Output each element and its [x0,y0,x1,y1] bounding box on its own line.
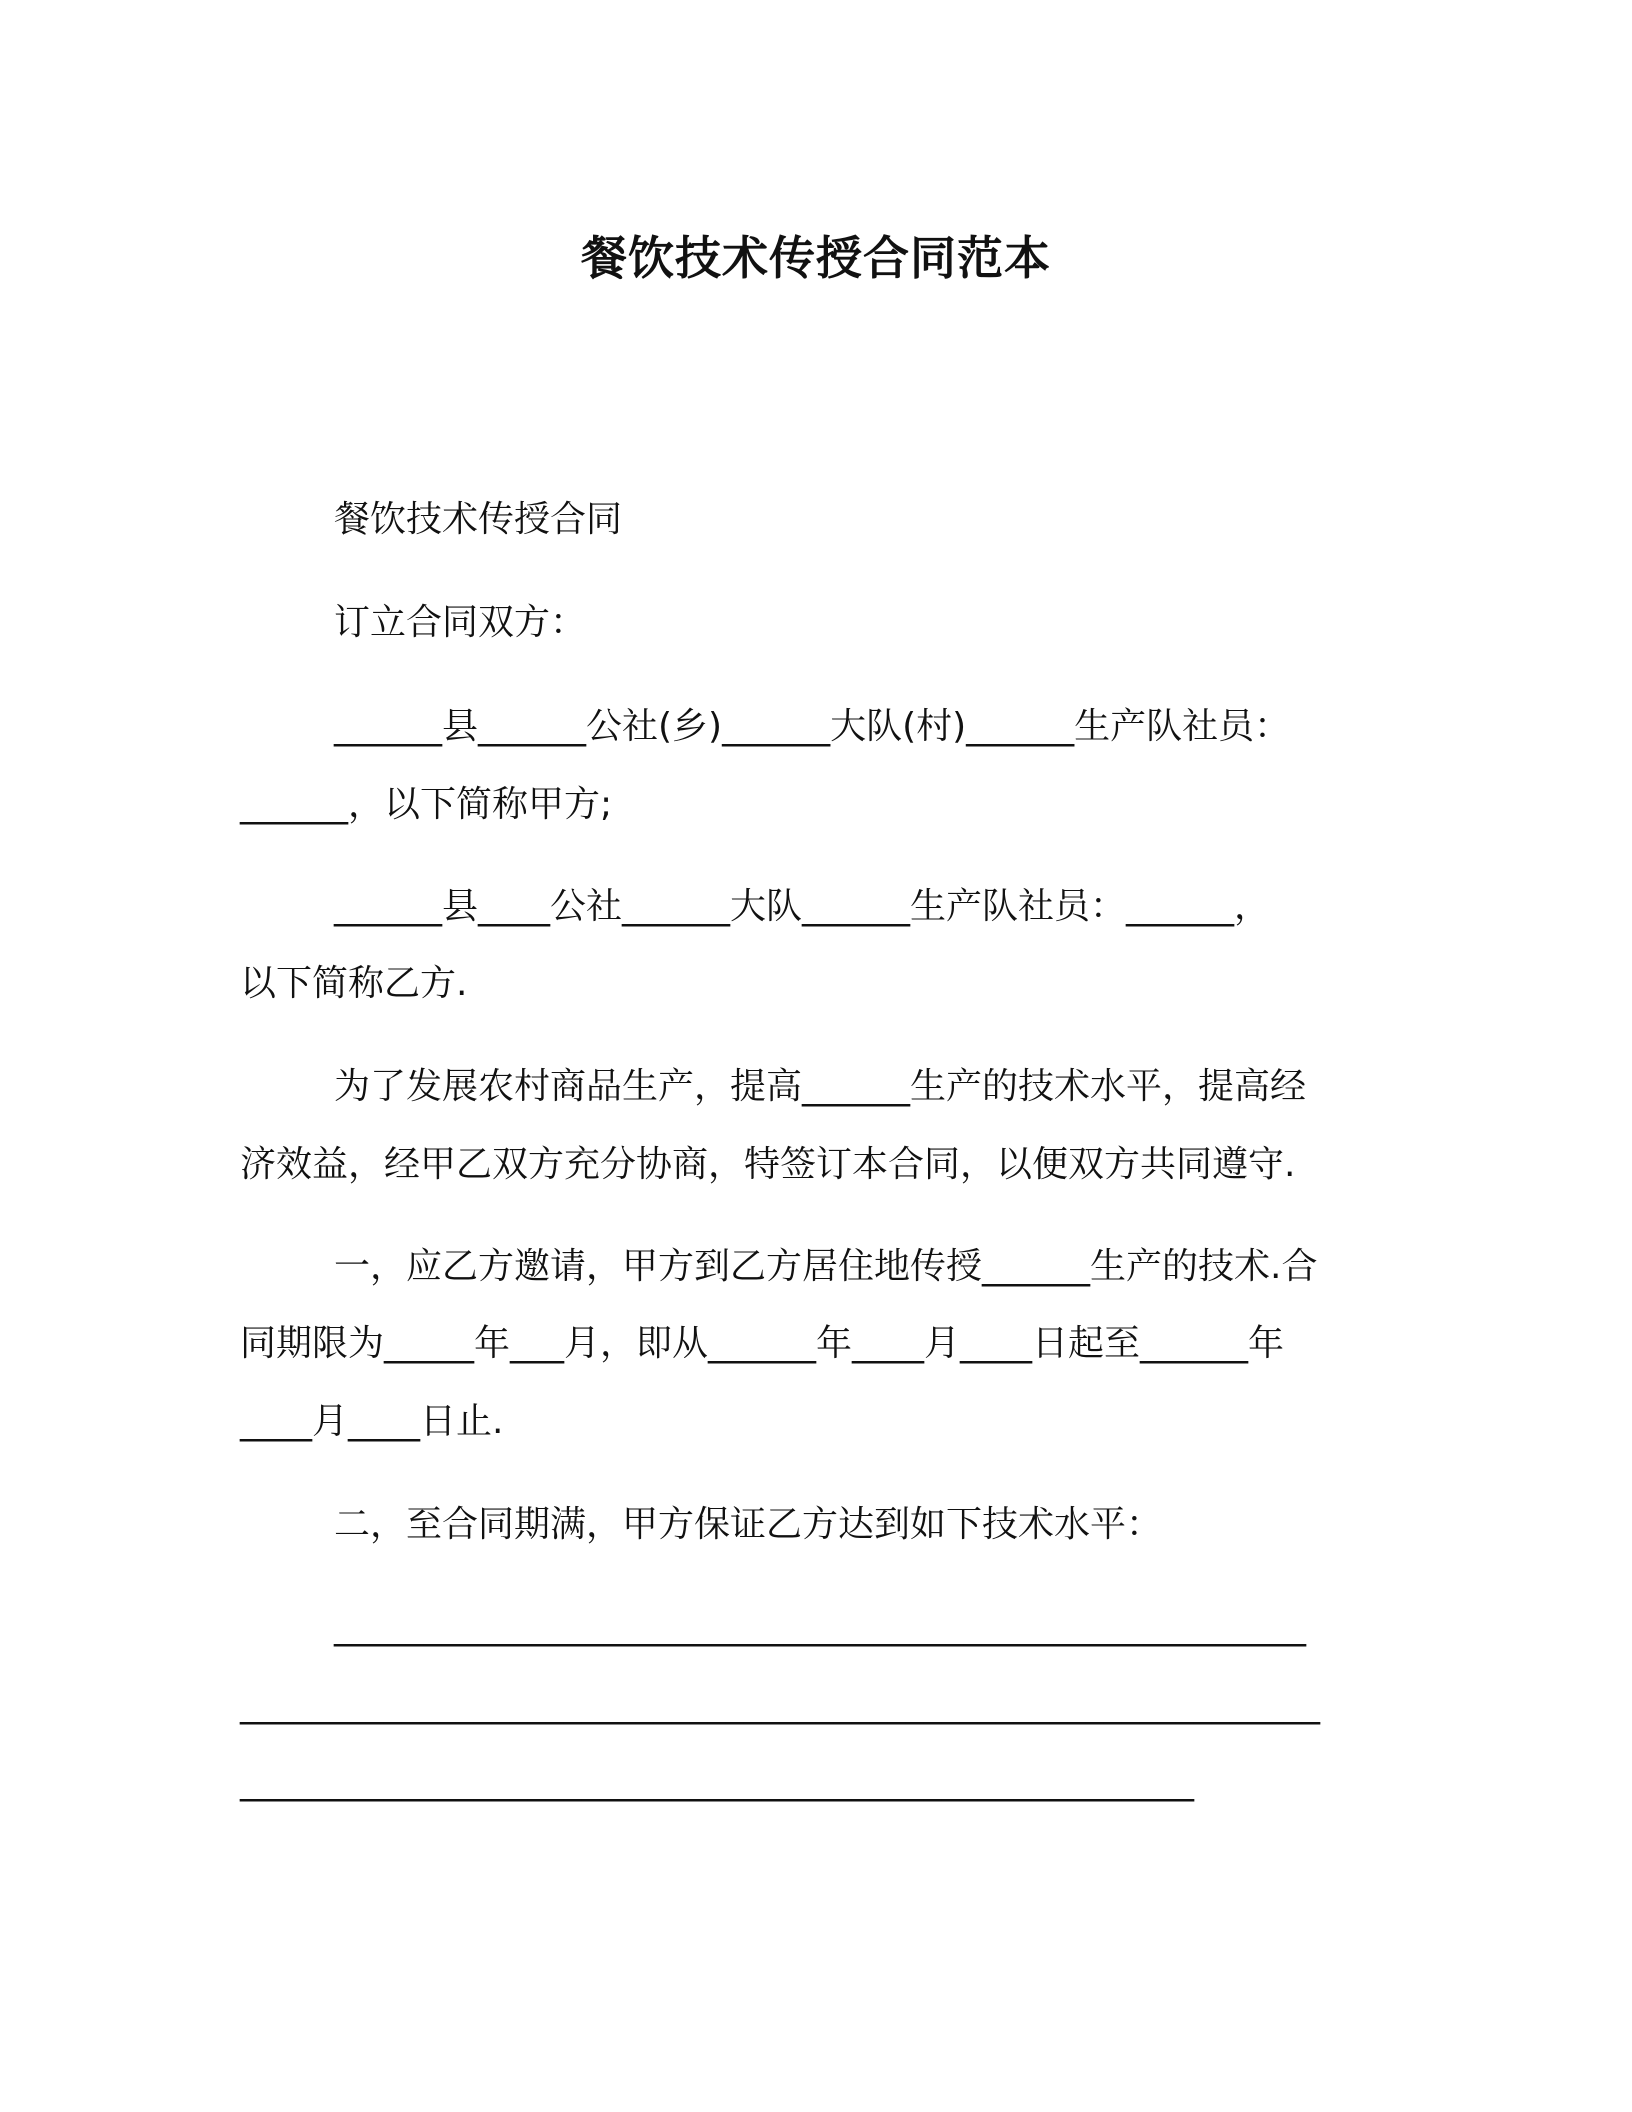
document-title: 餐饮技术传授合同范本 [581,231,1051,285]
party-b-line-1: ______县____公社______大队______生产队社员：______， [334,886,1271,927]
party-a-line-1: ______县______公社(乡)______大队(村)______生产队社员： [334,706,1291,747]
purpose-line-1: 为了发展农村商品生产，提高______生产的技术水平，提高经 [334,1066,1307,1107]
party-b-line-2: 以下简称乙方. [240,963,468,1004]
parties-label: 订立合同双方： [334,602,587,643]
party-a-line-2: ______，以下简称甲方; [240,784,613,825]
clause-1-line-2: 同期限为_____年___月，即从______年____月____日起至______年 [240,1323,1285,1364]
blank-line-1: ______________________________________________________ [334,1606,1306,1647]
blank-line-2: ____________________________________________________________ [240,1684,1320,1725]
contract-heading: 餐饮技术传授合同 [334,499,623,540]
clause-2-line-1: 二，至合同期满，甲方保证乙方达到如下技术水平： [334,1504,1163,1545]
clause-1-line-1: 一，应乙方邀请，甲方到乙方居住地传授______生产的技术.合 [334,1246,1318,1287]
clause-1-line-3: ____月____日止. [240,1401,504,1442]
purpose-line-2: 济效益，经甲乙双方充分协商，特签订本合同，以便双方共同遵守. [240,1144,1296,1185]
blank-line-3: _____________________________________________________ [240,1761,1194,1802]
